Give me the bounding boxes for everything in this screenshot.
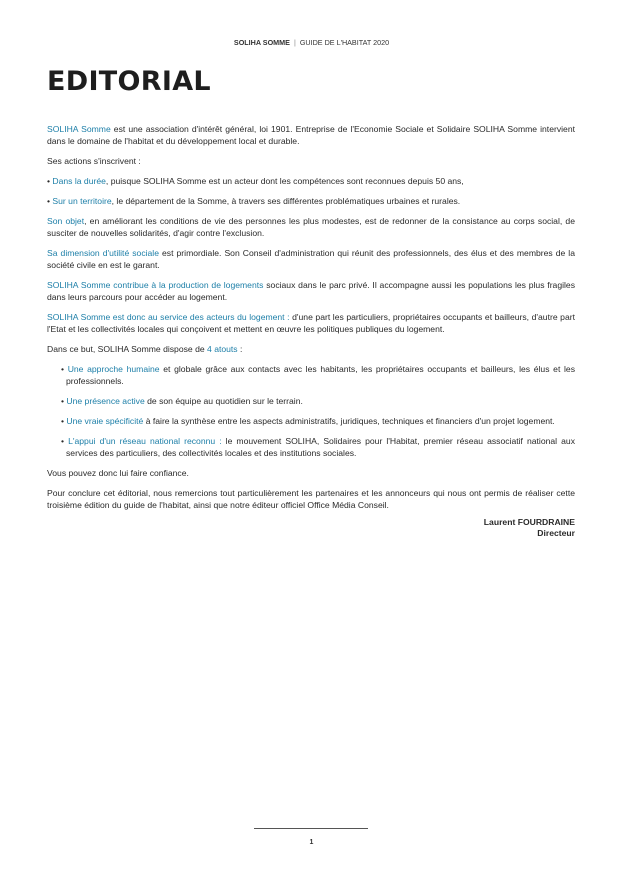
- text: sociaux dans le parc privé. Il accompagne aussi les populations les plus fragiles dans leurs parcours pour accéder au logement.: [47, 280, 576, 302]
- text: Dans ce but, SOLIHA Somme dispose de: [47, 344, 208, 354]
- highlight: Son objet: [47, 216, 85, 226]
- actions-list: [47, 175, 575, 207]
- highlight: SOLIHA Somme contribue à la production de logements: [47, 280, 264, 290]
- list-item: [50, 435, 575, 459]
- list-item: [50, 415, 575, 427]
- highlight: Une vraie spécificité: [66, 416, 144, 426]
- list-item: [50, 363, 575, 387]
- highlight: L'appui d'un réseau national reconnu :: [68, 436, 222, 446]
- bullet: •: [61, 416, 67, 426]
- running-header: [0, 38, 623, 47]
- signature-role: Directeur: [537, 528, 575, 538]
- paragraph-logements: [47, 279, 575, 303]
- header-subtitle: GUIDE DE L'HABITAT 2020: [299, 38, 390, 47]
- text: est primordiale. Son Conseil d'administration qui réunit des professionnels, des élus et des membres de la société civile en est le garant.: [47, 248, 575, 270]
- editorial-body: [47, 123, 575, 539]
- list-item: [50, 395, 575, 407]
- paragraph-conclusion: Pour conclure cet éditorial, nous remercions tout particulièrement les partenaires et les annonceurs qui nous ont permis de réaliser cette troisième édition du guide de l'habitat, ainsi que notre éditeur officiel Office Média Conseil.: [47, 488, 575, 510]
- highlight: Dans la durée: [52, 176, 106, 186]
- bullet: •: [61, 396, 67, 406]
- page-number: 1: [309, 839, 314, 846]
- page-title: EDITORIAL: [47, 66, 211, 97]
- highlight: SOLIHA Somme est donc au service des acteurs du logement :: [47, 312, 290, 322]
- list-item: [47, 175, 575, 187]
- paragraph-confiance: Vous pouvez donc lui faire confiance.: [47, 468, 189, 478]
- footer-divider: [254, 828, 368, 829]
- text: est une association d'intérêt général, loi 1901. Entreprise de l'Economie Sociale et Solidaire SOLIHA Somme intervient dans le domaine de l'habitat et du développement local et durable.: [47, 124, 575, 146]
- bullet: •: [61, 364, 68, 374]
- paragraph-actions-intro: Ses actions s'inscrivent :: [47, 156, 141, 166]
- paragraph-utilite-sociale: [47, 247, 575, 271]
- highlight: Une approche humaine: [67, 364, 160, 374]
- text: et globale grâce aux contacts avec les habitants, les propriétaires occupants et bailleurs, les élus et les professionnels.: [66, 364, 575, 386]
- list-item: [47, 195, 575, 207]
- header-brand: SOLIHA SOMME: [233, 38, 290, 47]
- text: à faire la synthèse entre les aspects administratifs, juridiques, techniques et financiers d'un projet logement.: [143, 416, 555, 426]
- paragraph-objet: [47, 215, 575, 239]
- text: :: [237, 344, 243, 354]
- text: , le département de la Somme, à travers ses différentes problématiques urbaines et rurales.: [111, 196, 461, 206]
- highlight: Sur un territoire: [52, 196, 112, 206]
- paragraph-acteurs: [47, 311, 575, 335]
- text: , en améliorant les conditions de vie des personnes les plus modestes, est de redonner de la consistance au corps social, de susciter de nouvelles solidarités, d'agir contre l'exclusion.: [47, 216, 575, 238]
- signature: [47, 517, 575, 539]
- paragraph-atouts-intro: [47, 343, 575, 355]
- highlight: SOLIHA Somme: [47, 124, 111, 134]
- text: de son équipe au quotidien sur le terrain.: [144, 396, 303, 406]
- bullet: •: [61, 436, 69, 446]
- bullet: •: [47, 196, 53, 206]
- highlight: Sa dimension d'utilité sociale: [47, 248, 159, 258]
- highlight: 4 atouts: [207, 344, 238, 354]
- text: le mouvement SOLIHA, Solidaires pour l'Habitat, premier réseau associatif national aux services des particuliers, des collectivités locales et des institutions sociales.: [66, 436, 576, 458]
- header-separator: |: [293, 38, 296, 47]
- atouts-list: [50, 363, 575, 459]
- text: , puisque SOLIHA Somme est un acteur dont les compétences sont reconnues depuis 50 ans,: [105, 176, 464, 186]
- signature-name: Laurent FOURDRAINE: [483, 517, 575, 527]
- paragraph-intro: [47, 123, 575, 147]
- text: d'une part les particuliers, propriétaires occupants et bailleurs, d'autre part l'Etat et les collectivités locales qui conçoivent et mettent en œuvre les politiques publiques du logement.: [47, 312, 575, 334]
- highlight: Une présence active: [66, 396, 145, 406]
- bullet: •: [47, 176, 53, 186]
